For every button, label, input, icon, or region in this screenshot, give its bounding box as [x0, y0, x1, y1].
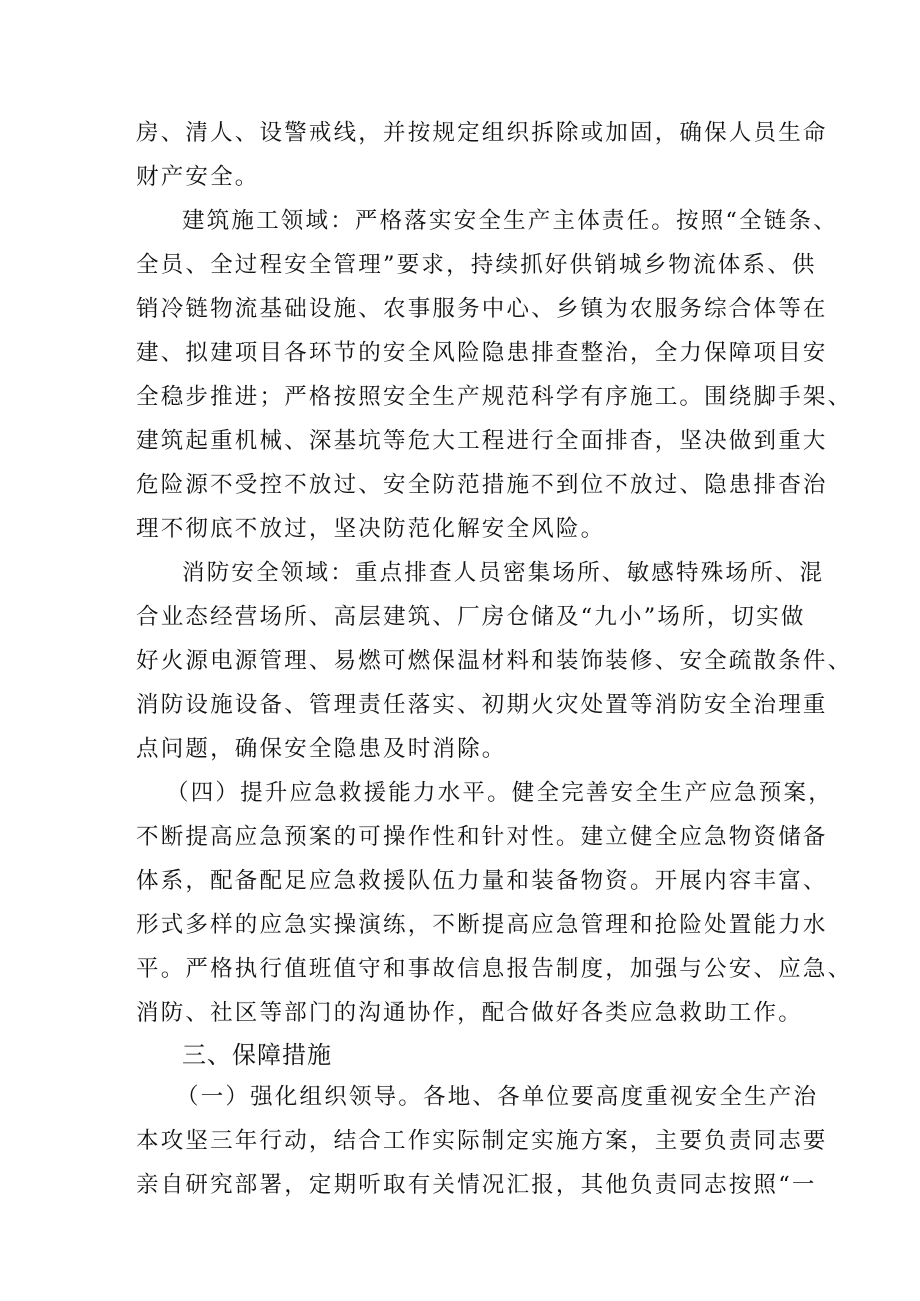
text-line: 全员、全过程安全管理”要求，持续抓好供销城乡物流体系、供 — [136, 252, 817, 278]
text-line: 房、清人、设警戒线，并按规定组织拆除或加固，确保人员生命 — [136, 120, 828, 146]
text-line: 本攻坚三年行动，结合工作实际制定实施方案，主要负责同志要 — [136, 1128, 828, 1154]
text-line: 点问题，确保安全隐患及时消除。 — [136, 736, 507, 762]
text-line: 亲自研究部署，定期听取有关情况汇报，其他负责同志按照“一 — [136, 1172, 817, 1198]
text-line: 体系，配备配足应急救援队伍力量和装备物资。开展内容丰富、 — [136, 868, 828, 894]
text-line: 财产安全。 — [136, 164, 260, 190]
text-line: 销冷链物流基础设施、农事服务中心、乡镇为农服务综合体等在 — [136, 296, 828, 322]
text-line: 建、拟建项目各环节的安全风险隐患排查整治，全力保障项目安 — [136, 340, 828, 366]
text-line: 建筑起重机械、深基坑等危大工程进行全面排杳，坚决做到重大 — [136, 428, 828, 454]
text-line: 消防设施设备、管理责任落实、初期火灾处置等消防安全治理重 — [136, 692, 828, 718]
paragraph-start-line: （一）强化组织领导。各地、各单位要高度重视安全生产治 — [176, 1084, 819, 1110]
text-line: 好火源电源管理、易燃可燃保温材料和装饰装修、安全疏散条件、 — [136, 648, 853, 674]
section-heading: 三、保障措施 — [182, 1041, 332, 1069]
text-line: 平。严格执行值班值守和事故信息报告制度，加强与公安、应急、 — [136, 956, 853, 982]
text-line: 合业态经营场所、高层建筑、厂房仓储及“九小”场所，切实做 — [136, 604, 806, 630]
text-line: 消防、社区等部门的沟通协作，配合做好各类应急救助工作。 — [136, 1000, 803, 1026]
text-line: 理不彻底不放过，坚决防范化解安全风险。 — [136, 516, 606, 542]
text-line: 不断提高应急预案的可操作性和针对性。建立健全应急物资储备 — [136, 824, 828, 850]
paragraph-start-line: 消防安全领域：重点排查人员密集场所、敏感特殊场所、混 — [182, 560, 825, 586]
paragraph-start-line: 建筑施工领域：严格落实安全生产主体责任。按照“全链条、 — [182, 208, 838, 234]
text-line: 危险源不受控不放过、安全防范措施不到位不放过、隐患排杳治 — [136, 472, 828, 498]
text-line: 形式多样的应急实操演练，不断提高应急管理和抢险处置能力水 — [136, 912, 828, 938]
paragraph-start-line: （四）提升应急救援能力水平。健全完善安全生产应急预案， — [166, 780, 833, 806]
text-line: 全稳步推进；严格按照安全生产规范科学有序施工。围绕脚手架、 — [136, 384, 853, 410]
